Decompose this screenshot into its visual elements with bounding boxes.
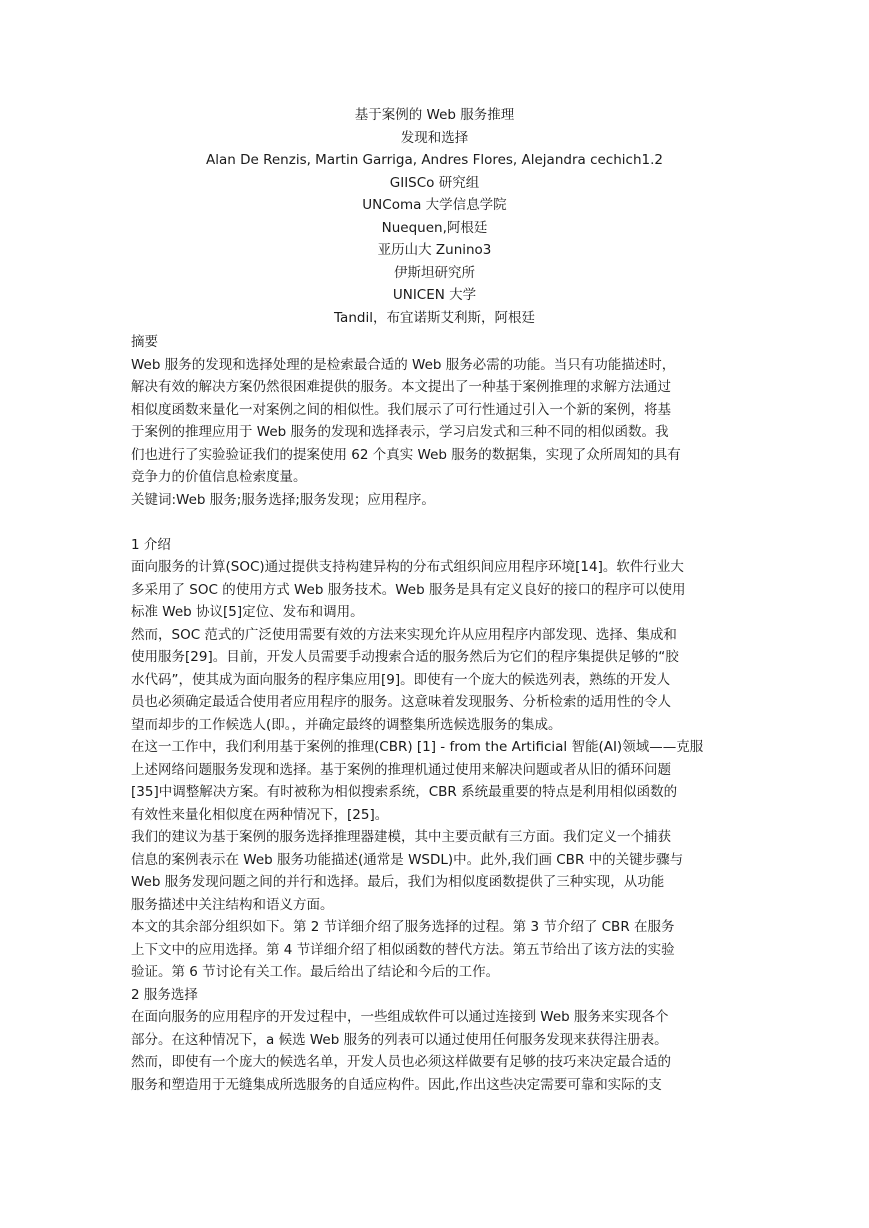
abstract-line: 于案例的推理应用于 Web 服务的发现和选择表示，学习启发式和三种不同的相似函数。我 — [131, 424, 669, 440]
author-list: Alan De Renzis, Martin Garriga, Andres Flores, Alejandra cechich1.2 — [206, 152, 663, 168]
body-line: 信息的案例表示在 Web 服务功能描述(通常是 WSDL)中。此外,我们画 CBR 中的关键步骤与 — [131, 851, 684, 868]
body-line: 上下文中的应用选择。第 4 节详细介绍了相似函数的替代方法。第五节给出了该方法的实验 — [131, 941, 675, 958]
abstract-line: 解决有效的解决方案仍然很困难提供的服务。本文提出了一种基于案例推理的求解方法通过 — [131, 379, 671, 395]
abstract-heading: 摘要 — [131, 334, 158, 350]
body-line: 有效性来量化相似度在两种情况下，[25]。 — [131, 806, 389, 823]
paper-subtitle: 发现和选择 — [400, 129, 469, 146]
author-line: 亚历山大 Zunino3 — [377, 242, 492, 258]
body-line: 验证。第 6 节讨论有关工作。最后给出了结论和今后的工作。 — [131, 964, 500, 980]
abstract-line: 竞争力的价值信息检索度量。 — [131, 469, 307, 485]
body-line: 上述网络问题服务发现和选择。基于案例的推理机通过使用来解决问题或者从旧的循环问题 — [131, 761, 671, 778]
body-line: 标准 Web 协议[5]定位、发布和调用。 — [131, 604, 364, 620]
section-heading: 2 服务选择 — [131, 986, 198, 1003]
affiliation-line: UNICEN 大学 — [392, 287, 477, 303]
body-line: [35]中调整解决方案。有时被称为相似搜索系统，CBR 系统最重要的特点是利用相似函数的 — [131, 784, 678, 800]
affiliation-line: UNComa 大学信息学院 — [362, 197, 507, 213]
body-line: 我们的建议为基于案例的服务选择推理器建模，其中主要贡献有三方面。我们定义一个捕获 — [131, 829, 671, 845]
abstract-line: Web 服务的发现和选择处理的是检索最合适的 Web 服务必需的功能。当只有功能描述时， — [131, 356, 676, 373]
abstract-line: 们也进行了实验验证我们的提案使用 62 个真实 Web 服务的数据集，实现了众所周知的具有 — [131, 446, 681, 463]
keywords-line: 关键词:Web 服务;服务选择;服务发现；应用程序。 — [131, 491, 435, 508]
abstract-line: 相似度函数来量化一对案例之间的相似性。我们展示了可行性通过引入一个新的案例，将基 — [131, 401, 671, 418]
paragraph-gap — [131, 511, 739, 534]
body-line: 然而，SOC 范式的广泛使用需要有效的方法来实现允许从应用程序内部发现、选择、集成和 — [131, 626, 677, 643]
section-heading: 1 介绍 — [131, 536, 171, 553]
body-line: 使用服务[29]。目前，开发人员需要手动搜索合适的服务然后为它们的程序集提供足够的“胶 — [131, 649, 679, 665]
paper-body — [131, 331, 739, 1096]
paper-title: 基于案例的 Web 服务推理 — [354, 107, 515, 123]
body-line: 在面向服务的应用程序的开发过程中，一些组成软件可以通过连接到 Web 服务来实现各个 — [131, 1009, 669, 1025]
body-line: 望而却步的工作候选人(即。，并确定最终的调整集所选候选服务的集成。 — [131, 716, 562, 733]
body-line: 服务和塑造用于无缝集成所选服务的自适应构件。因此,作出这些决定需要可靠和实际的支 — [131, 1076, 662, 1093]
paper-header — [0, 104, 869, 329]
body-line: 然而，即使有一个庞大的候选名单，开发人员也必须这样做要有足够的技巧来决定最合适的 — [131, 1054, 671, 1070]
body-line: 水代码”，使其成为面向服务的程序集应用[9]。即使有一个庞大的候选列表，熟练的开发人 — [131, 671, 671, 688]
affiliation-line: Nuequen,阿根廷 — [381, 219, 488, 236]
body-line: 多采用了 SOC 的使用方式 Web 服务技术。Web 服务是具有定义良好的接口的程序可以使用 — [131, 581, 686, 598]
body-line: Web 服务发现问题之间的并行和选择。最后，我们为相似度函数提供了三种实现，从功能 — [131, 874, 665, 890]
affiliation-line: Tandil，布宜诺斯艾利斯，阿根廷 — [334, 309, 535, 326]
body-line: 部分。在这种情况下，a 候选 Web 服务的列表可以通过使用任何服务发现来获得注册表。 — [131, 1031, 668, 1048]
body-line: 员也必须确定最适合使用者应用程序的服务。这意味着发现服务、分析检索的适用性的令人 — [131, 694, 671, 710]
affiliation-line: GIISCo 研究组 — [389, 174, 480, 191]
body-line: 面向服务的计算(SOC)通过提供支持构建异构的分布式组织间应用程序环境[14]。软件行业大 — [131, 559, 684, 575]
affiliation-line: 伊斯坦研究所 — [394, 264, 475, 281]
body-line: 本文的其余部分组织如下。第 2 节详细介绍了服务选择的过程。第 3 节介绍了 CBR 在服务 — [131, 919, 675, 935]
body-line: 在这一工作中，我们利用基于案例的推理(CBR) [1] - from the Artificial 智能(AI)领域——克服 — [131, 739, 704, 755]
body-line: 服务描述中关注结构和语义方面。 — [131, 896, 334, 913]
